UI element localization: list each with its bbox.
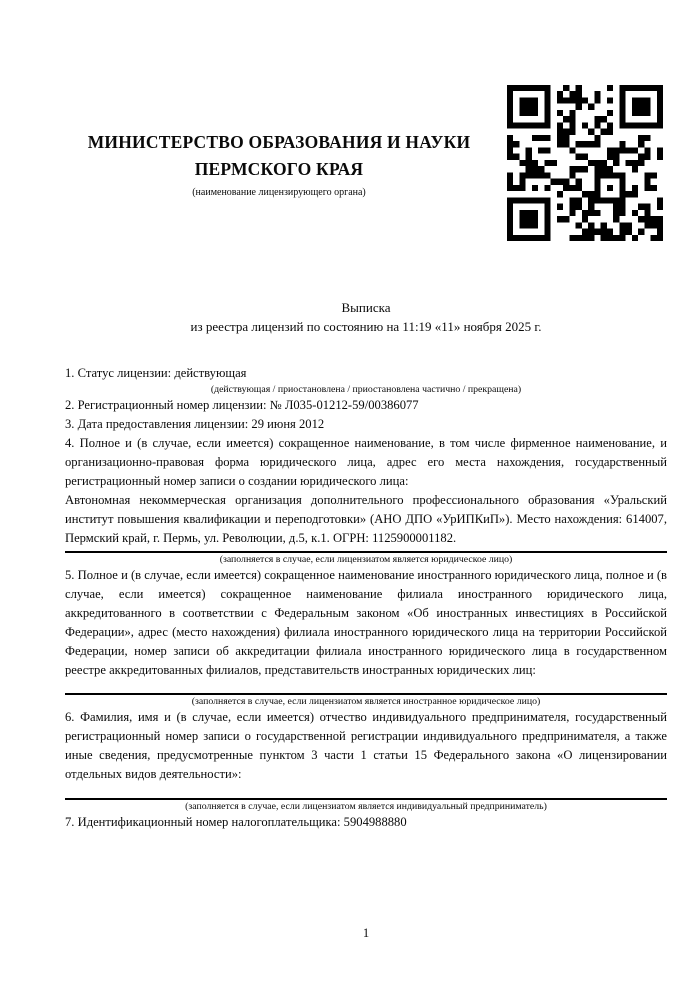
page-number: 1 <box>362 926 370 940</box>
qr-code-image <box>507 85 663 241</box>
licensing-authority-name-line2: ПЕРМСКОГО КРАЯ <box>194 159 364 179</box>
item-1-license-status: 1. Статус лицензии: действующая <box>65 366 247 380</box>
item-7-taxpayer-number: 7. Идентификационный номер налогоплательщика: 5904988880 <box>65 815 407 829</box>
item-6-fill-condition-caption: (заполняется в случае, если лицензиатом является индивидуальный предприниматель) <box>185 801 547 812</box>
item-4-legal-entity-label: 4. Полное и (в случае, если имеется) сокращенное наименование, в том числе фирменное наименование, и организационно-правовая форма юридического лица, адрес его места нахождения, государственный регистрационный номер записи о создании юридического лица: <box>65 436 667 488</box>
item-5-foreign-entity-label: 5. Полное и (в случае, если имеется) сокращенное наименование иностранного юридического лица, полное и (в случае, если имеется) сокращенное наименование филиала иностранного юридического лица, аккредитованного в соответствии с Федеральным законом «Об иностранных инвестициях в Российской Федерации», адрес (место нахождения) филиала иностранного юридического лица на территории Российской Федерации, номер записи об аккредитации филиала иностранного юридического лица в государственном реестре аккредитованных филиалов, представительств иностранных юридических лиц: <box>65 568 667 677</box>
document-subtitle: из реестра лицензий по состоянию на 11:19 «11» ноября 2025 г. <box>190 319 542 334</box>
document-title-block <box>65 298 667 336</box>
document-title: Выписка <box>341 300 391 315</box>
item-1-status-options-caption: (действующая / приостановлена / приостановлена частично / прекращена) <box>210 384 522 395</box>
item-3-license-grant-date: 3. Дата предоставления лицензии: 29 июня 2012 <box>65 417 325 431</box>
licensing-authority-name <box>63 129 495 183</box>
item-5-fill-condition-caption: (заполняется в случае, если лицензиатом является иностранное юридическое лицо) <box>191 696 541 707</box>
licensing-authority-name-line1: МИНИСТЕРСТВО ОБРАЗОВАНИЯ И НАУКИ <box>87 132 471 152</box>
item-2-registration-number: 2. Регистрационный номер лицензии: № Л035-01212-59/00386077 <box>65 398 419 412</box>
licensing-authority-caption: (наименование лицензирующего органа) <box>192 187 366 198</box>
licensing-authority-header <box>63 129 495 199</box>
item-6-entrepreneur-label: 6. Фамилия, имя и (в случае, если имеется) отчество индивидуального предпринимателя, государственный регистрационный номер записи о государственной регистрации индивидуального предпринимателя, а также иные сведения, предусмотренные пунктом 3 части 1 статьи 15 Федерального закона «О лицензировании отдельных видов деятельности»: <box>65 710 667 781</box>
item-4-fill-condition-caption: (заполняется в случае, если лицензиатом является юридическое лицо) <box>219 554 513 565</box>
document-body <box>65 364 667 832</box>
qr-code-icon <box>507 85 663 241</box>
item-4-legal-entity-value: Автономная некоммерческая организация дополнительного профессионального образования «Уральский институт повышения квалификации и переподготовки» (АНО ДПО «УрИПКиП»). Место нахождения: 614007, Пермский край, г. Пермь, ул. Революции, д.5, к.1. ОГРН: 1125900001182. <box>65 493 667 545</box>
